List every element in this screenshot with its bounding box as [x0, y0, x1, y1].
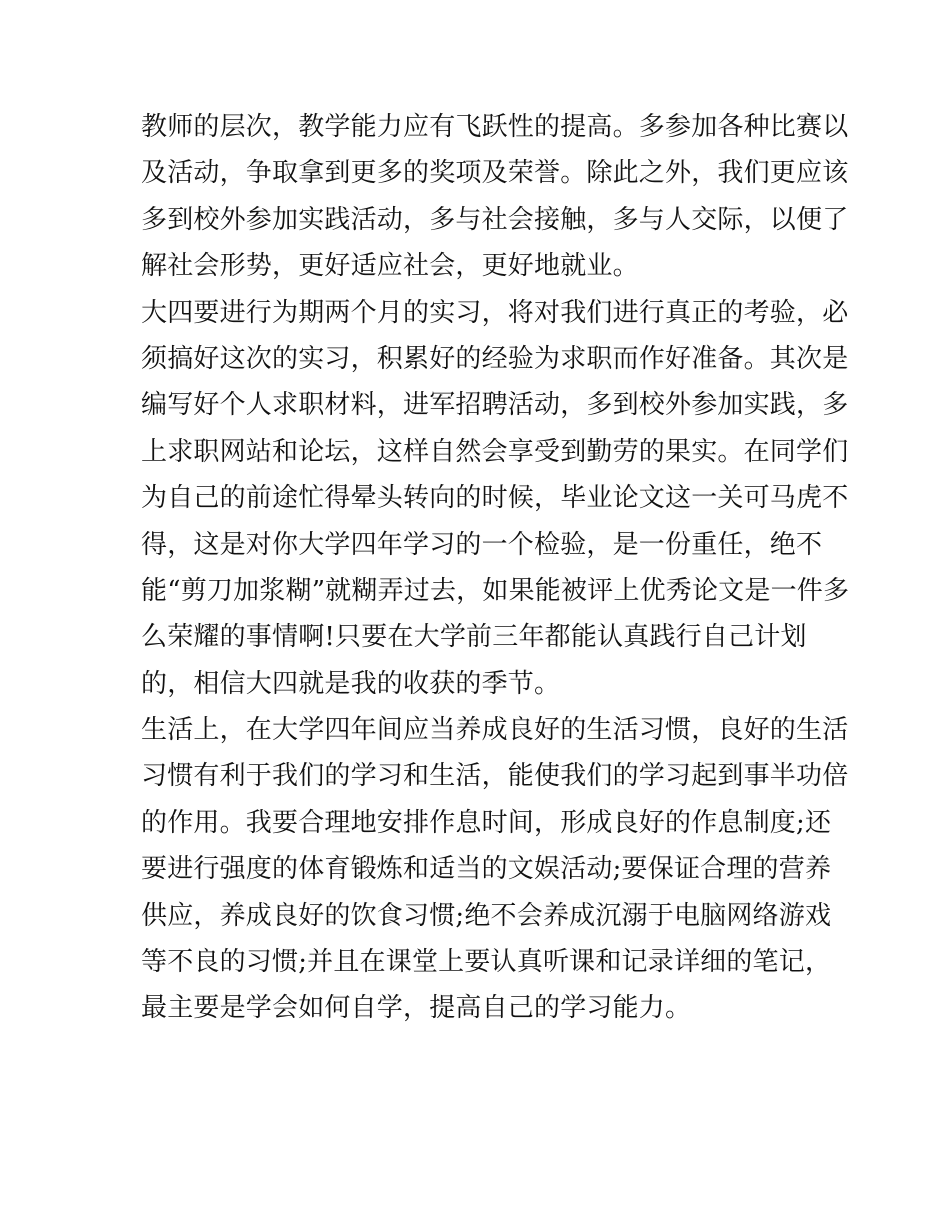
text-line: 得，这是对你大学四年学习的一个检验，是一份重任，绝不 — [141, 529, 823, 560]
text-line: 为自己的前途忙得晕头转向的时候，毕业论文这一关可马虎不 — [141, 483, 849, 514]
text-line: 能“剪刀加浆糊”就糊弄过去，如果能被评上优秀论文是一件多 — [141, 575, 850, 606]
text-line: 教师的层次，教学能力应有飞跃性的提高。多参加各种比赛以 — [141, 112, 849, 142]
text-line: 要进行强度的体育锻炼和适当的文娱活动;要保证合理的营养 — [141, 854, 832, 885]
text-line: 解社会形势，更好适应社会，更好地就业。 — [141, 251, 639, 282]
text-line: 的作用。我要合理地安排作息时间，形成良好的作息制度;还 — [141, 807, 832, 838]
text-line: 多到校外参加实践活动，多与社会接触，多与人交际，以便了 — [141, 204, 849, 235]
text-line: 编写好个人求职材料，进军招聘活动，多到校外参加实践，多 — [141, 390, 849, 421]
text-line: 么荣耀的事情啊!只要在大学前三年都能认真践行自己计划 — [141, 622, 807, 653]
text-line: 须搞好这次的实习，积累好的经验为求职而作好准备。其次是 — [141, 343, 849, 374]
text-line: 等不良的习惯;并且在课堂上要认真听课和记录详细的笔记， — [141, 947, 832, 978]
document-body — [141, 104, 850, 1032]
text-line: 的，相信大四就是我的收获的季节。 — [141, 668, 561, 699]
text-line: 生活上，在大学四年间应当养成良好的生活习惯，良好的生活 — [141, 715, 849, 746]
text-line: 上求职网站和论坛，这样自然会享受到勤劳的果实。在同学们 — [141, 436, 849, 467]
text-line: 供应，养成良好的饮食习惯;绝不会养成沉溺于电脑网络游戏 — [141, 900, 832, 931]
text-line: 大四要进行为期两个月的实习，将对我们进行真正的考验，必 — [141, 297, 849, 328]
text-line: 习惯有利于我们的学习和生活，能使我们的学习起到事半功倍 — [141, 761, 849, 792]
text-line: 最主要是学会如何自学，提高自己的学习能力。 — [141, 993, 692, 1024]
text-line: 及活动，争取拿到更多的奖项及荣誉。除此之外，我们更应该 — [141, 158, 849, 189]
